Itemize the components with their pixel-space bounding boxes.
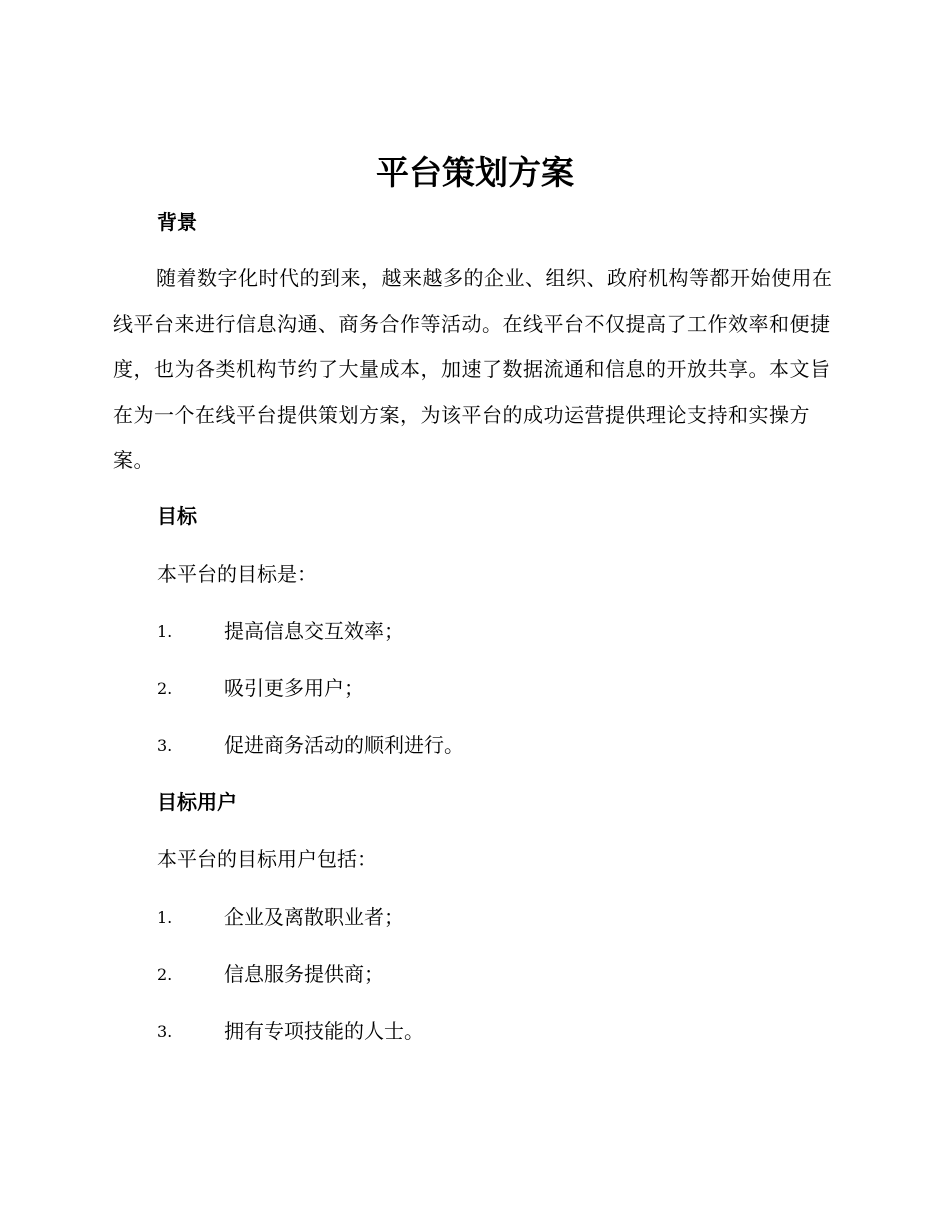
goals-list-item bbox=[157, 617, 757, 645]
document-title: 平台策划方案 bbox=[376, 153, 574, 192]
target-users-intro: 本平台的目标用户包括： bbox=[157, 847, 377, 871]
list-text: 企业及离散职业者； bbox=[224, 905, 404, 929]
target-users-list-item bbox=[157, 960, 757, 988]
list-number: 3. bbox=[157, 1022, 173, 1041]
section-heading-target-users: 目标用户 bbox=[157, 790, 237, 814]
list-text: 信息服务提供商； bbox=[224, 962, 384, 986]
goals-intro: 本平台的目标是： bbox=[157, 562, 317, 586]
list-number: 1. bbox=[157, 622, 173, 641]
list-text: 拥有专项技能的人士。 bbox=[224, 1019, 424, 1043]
goals-list-item bbox=[157, 731, 757, 759]
goals-list-item bbox=[157, 674, 757, 702]
target-users-list-item bbox=[157, 1017, 757, 1045]
list-text: 促进商务活动的顺利进行。 bbox=[224, 733, 464, 757]
background-paragraph: 随着数字化时代的到来，越来越多的企业、组织、政府机构等都开始使用在线平台来进行信息沟通、商务合作等活动。在线平台不仅提高了工作效率和便捷度，也为各类机构节约了大量成本，加速了数据流通和信息的开放共享。本文旨在为一个在线平台提供策划方案，为该平台的成功运营提供理论支持和实操方案。 bbox=[113, 266, 833, 472]
list-number: 3. bbox=[157, 736, 173, 755]
target-users-list-item bbox=[157, 903, 757, 931]
list-number: 1. bbox=[157, 908, 173, 927]
list-text: 吸引更多用户； bbox=[224, 676, 364, 700]
list-number: 2. bbox=[157, 679, 173, 698]
list-number: 2. bbox=[157, 965, 173, 984]
section-heading-goals: 目标 bbox=[157, 504, 197, 528]
list-text: 提高信息交互效率； bbox=[224, 619, 404, 643]
section-heading-background: 背景 bbox=[157, 210, 197, 234]
